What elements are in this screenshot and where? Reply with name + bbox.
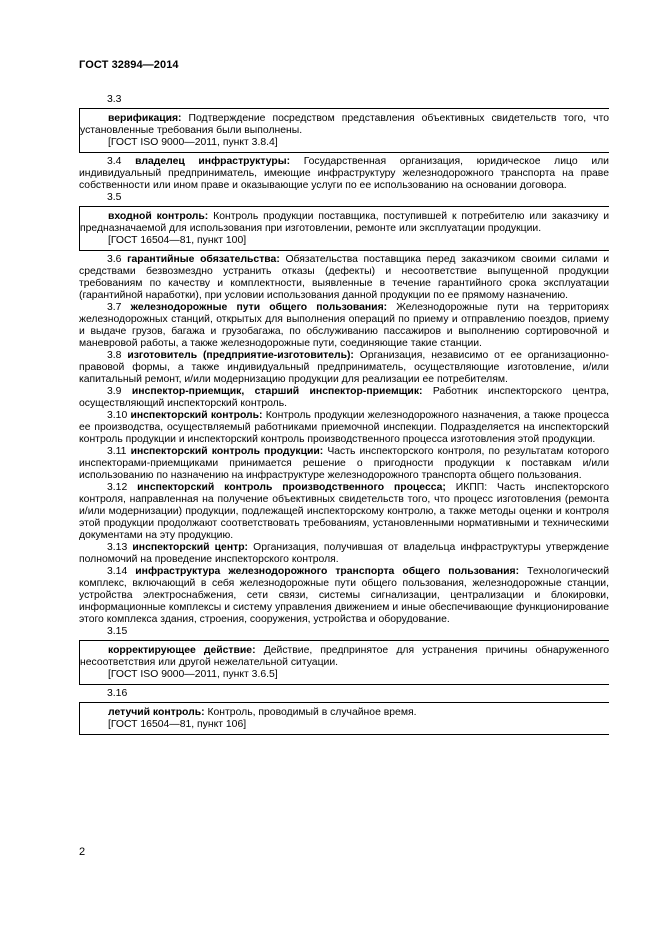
term: инспекторский контроль продукции: xyxy=(130,446,324,457)
reference: [ГОСТ ISO 9000—2011, пункт 3.6.5] xyxy=(108,669,278,680)
term: инспектор-приемщик, старший инспектор-приемщик: xyxy=(131,386,423,397)
entry-number: 3.13 xyxy=(107,542,128,553)
reference: [ГОСТ ISO 9000—2011, пункт 3.8.4] xyxy=(108,137,278,148)
definition-paragraph xyxy=(79,566,609,626)
definition-paragraph xyxy=(79,446,609,482)
entry-number: 3.10 xyxy=(107,410,128,421)
term: изготовитель (предприятие-изготовитель): xyxy=(127,350,354,361)
definition-text: Обязательства поставщика перед заказчиком своими силами и средствами безвозмездно устранить отказы (дефекты) и несоответствие выпущенной продукции требованиям по качеству и комплектности, выявленные в течение гарантийного срока эксплуатации (гарантийной наработки), при условии использования данной продукции по ее прямому назначению. xyxy=(79,254,610,301)
definition-paragraph xyxy=(79,302,609,350)
definition-text: Контроль продукции железнодорожного назначения, а также процесса ее производства, осуществляемый работниками приемочной инспекции. Подразделяется на инспекторский контроль продукции и инспекторский контроль производственного процесса изготовления этой продукции. xyxy=(79,410,609,445)
boxed-definition xyxy=(79,206,609,251)
definition-text: Часть инспекторского контроля, по результатам которого инспекторами-приемщиками принимается решение о пригодности продукции к поставкам и/или использованию по назначению на инфраструктуре железнодорожного транспорта общего пользования. xyxy=(79,446,609,481)
definition-paragraph xyxy=(79,482,609,542)
definition-text: Организация, получившая от владельца инфраструктуры утверждение полномочий на проведение инспекторского контроля. xyxy=(79,542,609,565)
entry-number: 3.16 xyxy=(107,688,128,699)
definition-text: Действие, предпринятое для устранения причины обнаруженного несоответствия или другой нежелательной ситуации. xyxy=(80,645,609,668)
definition-text: Подтверждение посредством представления объективных свидетельств того, что установленные требования были выполнены. xyxy=(80,113,609,136)
definitions-section xyxy=(79,94,609,738)
definition-text: Работник инспекторского центра, осуществляющий инспекторский контроль. xyxy=(79,386,609,409)
entry-number: 3.7 xyxy=(107,302,122,313)
definition-text: Организация, независимо от ее организационно-правовой формы, а также индивидуальный предприниматель, осуществляющие изготовление, и/или капитальный ремонт, и/или модернизацию продукции для реализации ее потребителям. xyxy=(79,350,609,385)
page-number: 2 xyxy=(79,846,86,858)
definition-text: Контроль, проводимый в случайное время. xyxy=(204,707,417,718)
definition-paragraph xyxy=(79,386,609,410)
definition-text: Контроль продукции поставщика, поступившей к потребителю или заказчику и предназначаемой для использования при изготовлении, ремонте или эксплуатации продукции. xyxy=(80,211,609,234)
boxed-definition xyxy=(79,108,609,153)
term: летучий контроль: xyxy=(108,707,205,718)
definition-text: Технологический комплекс, включающий в себя железнодорожные пути общего пользования, железнодорожные станции, устройства электроснабжения, сети связи, системы сигнализации, централизации и блокировки, информационные комплексы и систему управления движением и иные обеспечивающие функционирование этого комплекса здания, строения, сооружения, устройства и оборудование. xyxy=(79,566,610,625)
entry-number: 3.9 xyxy=(107,386,122,397)
definition-paragraph xyxy=(80,211,609,235)
definition-paragraph xyxy=(79,410,609,446)
entry-number: 3.15 xyxy=(107,626,128,637)
reference: [ГОСТ 16504—81, пункт 100] xyxy=(108,235,247,246)
definition-paragraph xyxy=(80,645,609,669)
definition-text: Железнодорожные пути на территориях железнодорожных станций, открытых для выполнения операций по приему и отправлению поездов, приему и выдаче грузов, багажа и грузобагажа, по обслуживанию пассажиров и выполнению сортировочной и маневровой работы, а также железнодорожные пути, соединяющие такие станции. xyxy=(79,302,609,349)
definition-text: Государственная организация, юридическое лицо или индивидуальный предприниматель, имеющие инфраструктуру железнодорожного транспорта на праве собственности или ином праве и оказывающие услуги по ее использованию на основании договора. xyxy=(79,156,609,191)
term: инспекторский контроль: xyxy=(130,410,263,421)
term: железнодорожные пути общего пользования: xyxy=(130,302,388,313)
boxed-definition xyxy=(79,640,609,685)
term: инфраструктура железнодорожного транспорта общего пользования: xyxy=(135,566,520,577)
boxed-definition xyxy=(79,702,609,735)
definition-paragraph xyxy=(79,156,609,192)
entry-number: 3.12 xyxy=(107,482,128,493)
definition-paragraph xyxy=(80,113,609,137)
entry-number: 3.4 xyxy=(107,156,122,167)
definition-paragraph xyxy=(79,254,609,302)
entry-number: 3.14 xyxy=(107,566,128,577)
term: владелец инфраструктуры: xyxy=(135,156,291,167)
reference: [ГОСТ 16504—81, пункт 106] xyxy=(108,719,247,730)
entry-number: 3.3 xyxy=(107,94,122,105)
term: инспекторский центр: xyxy=(132,542,249,553)
entry-number: 3.8 xyxy=(107,350,122,361)
standard-header: ГОСТ 32894—2014 xyxy=(79,59,179,71)
term: гарантийные обязательства: xyxy=(127,254,280,265)
definition-paragraph xyxy=(79,542,609,566)
definition-text: ИКПП: Часть инспекторского контроля, направленная на получение объективных свидетельств того, что процесс изготовления (ремонта и/или модернизации) продукции, подлежащей инспекторскому контролю, а также методы оценки и контроля этой продукции продолжают соответствовать требованиям, установленными нормативными и техническими документами на эту продукцию. xyxy=(79,482,610,541)
term: корректирующее действие: xyxy=(108,645,256,656)
definition-paragraph xyxy=(79,350,609,386)
entry-number: 3.6 xyxy=(107,254,122,265)
entry-number: 3.11 xyxy=(107,446,127,457)
definition-paragraph xyxy=(80,707,609,719)
term: входной контроль: xyxy=(108,211,209,222)
entry-number: 3.5 xyxy=(107,192,122,203)
term: инспекторский контроль производственного процесса; xyxy=(137,482,446,493)
term: верификация: xyxy=(108,113,182,124)
